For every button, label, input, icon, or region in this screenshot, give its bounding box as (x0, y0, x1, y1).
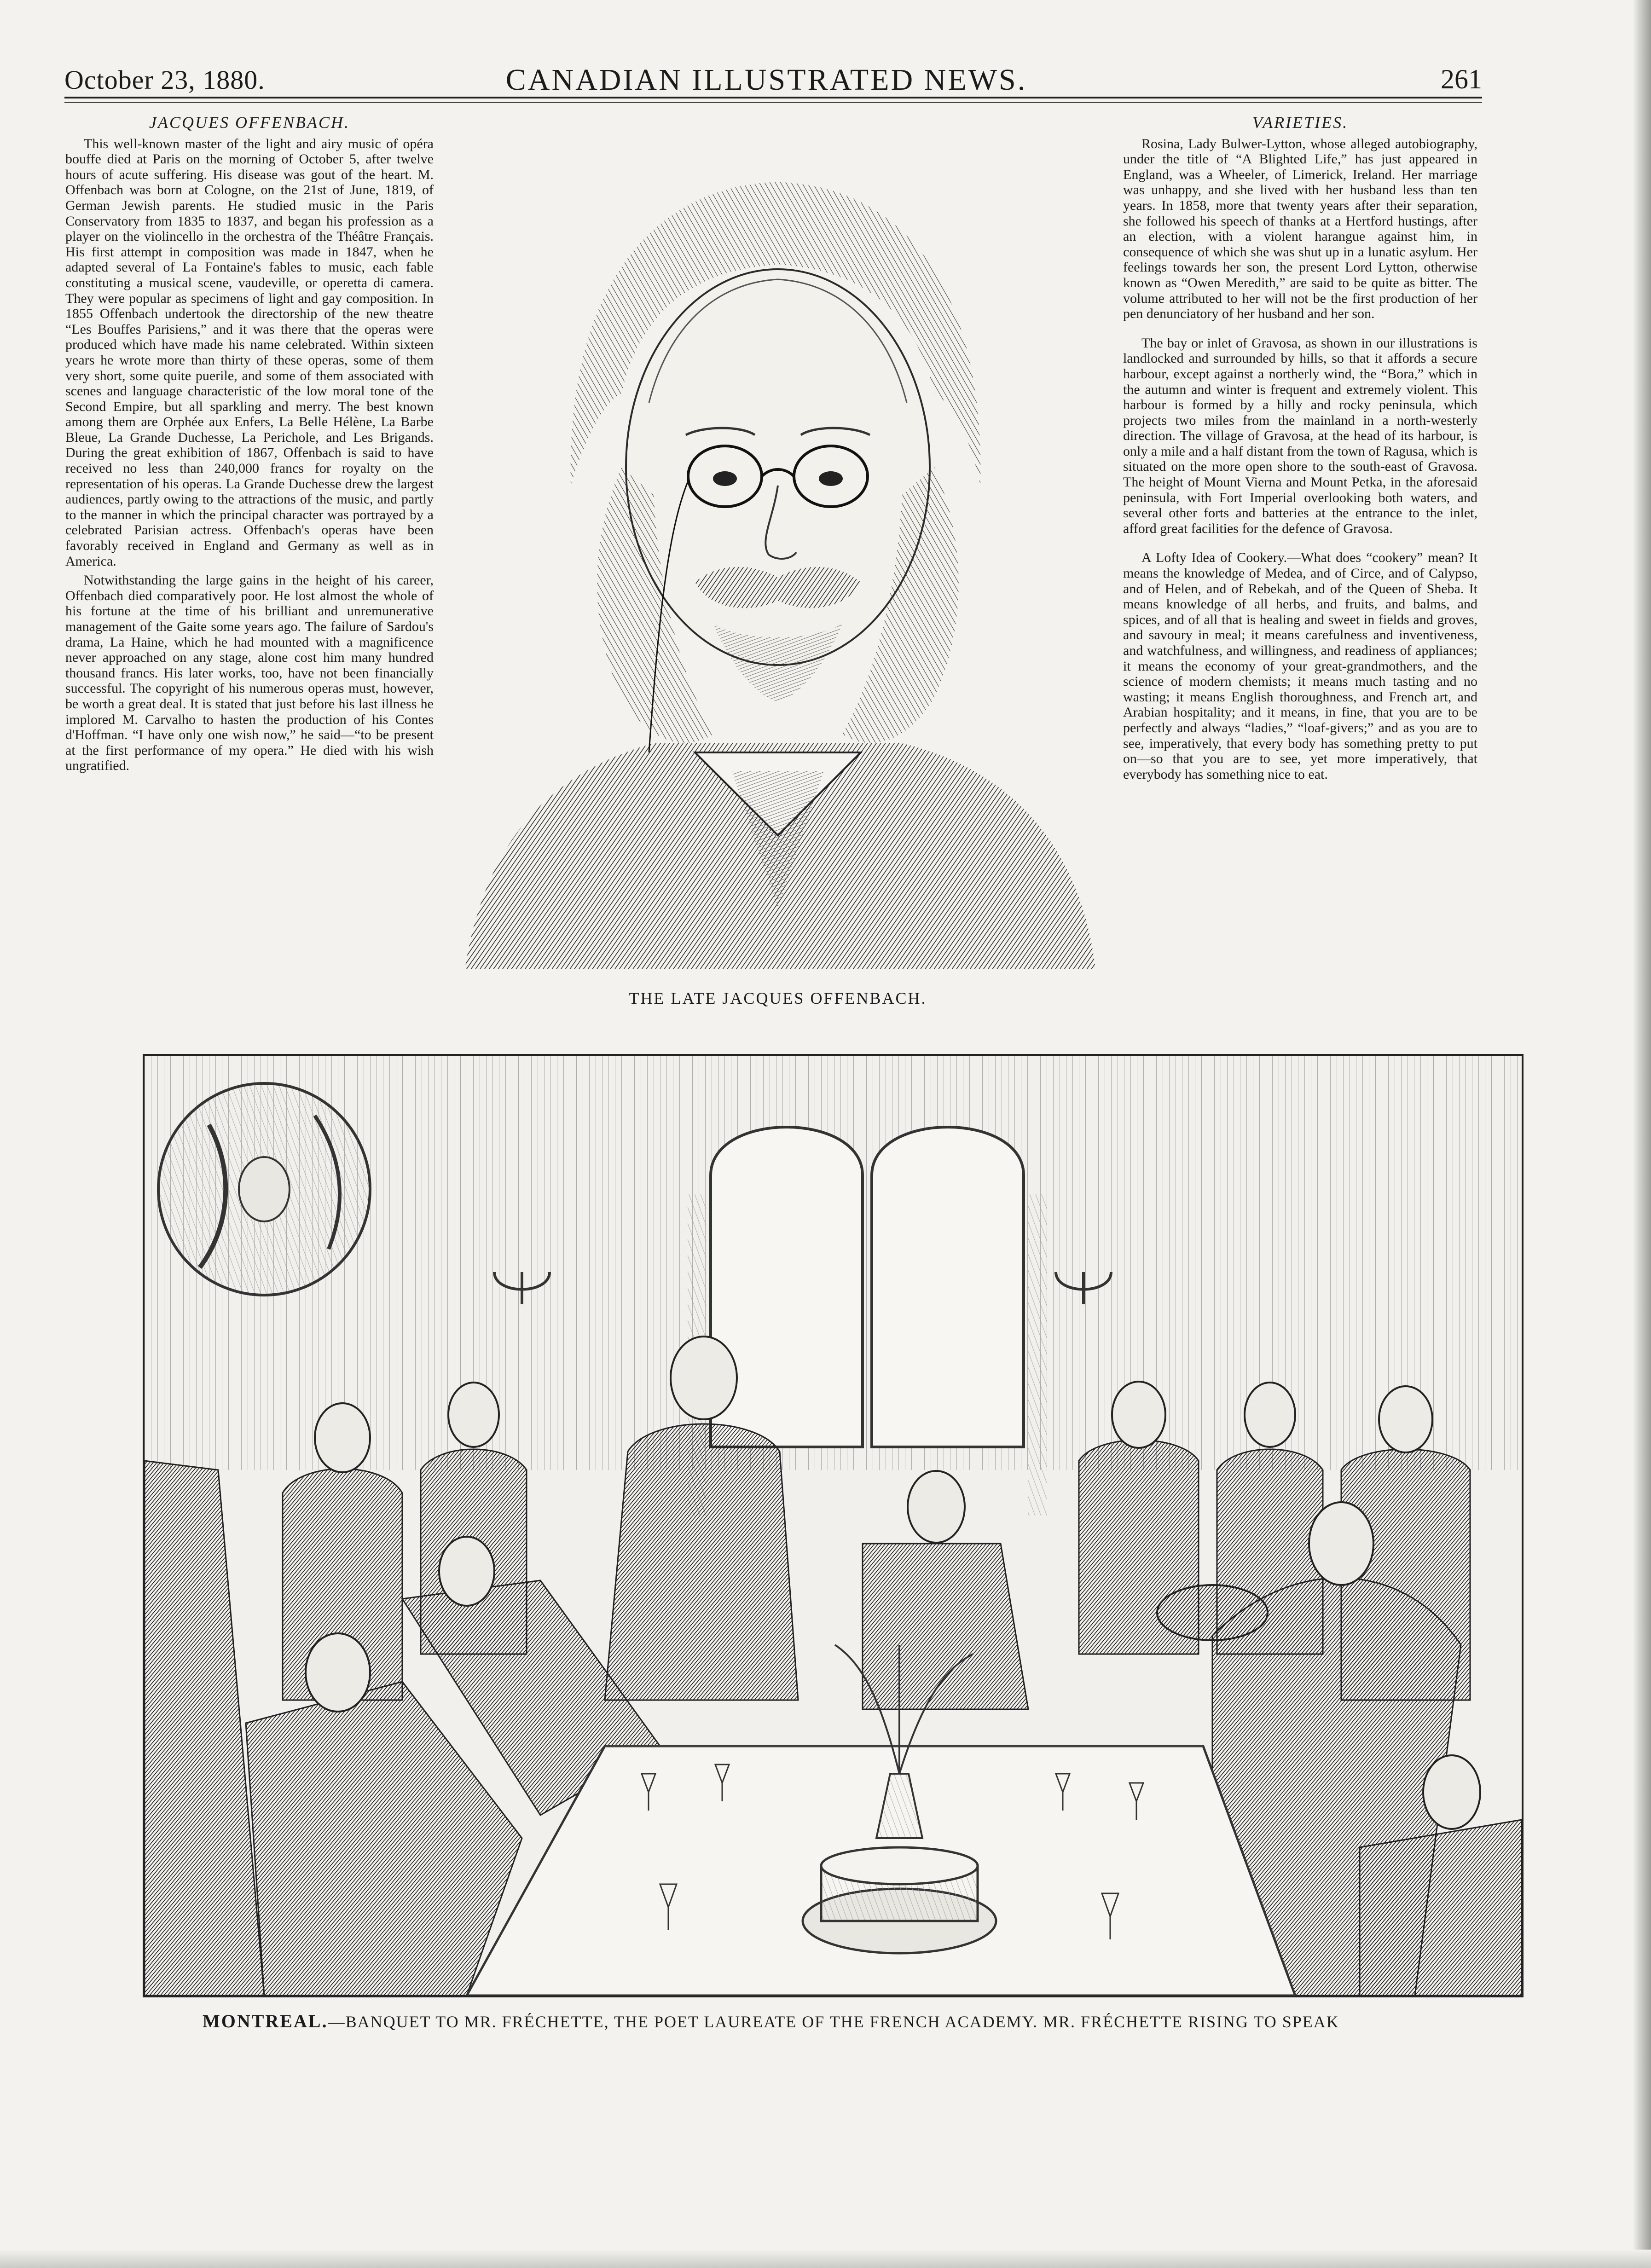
masthead-rule-thin (64, 102, 1482, 103)
varieties-paragraph-2: The bay or inlet of Gravosa, as shown in our illustrations is landlocked and surrounded by hills, so that it affords a secure harbour, except against a northerly wind, the “Bora,” which in the autumn and winter is frequent and extremely violent. This harbour is formed by a hilly and rocky peninsula, which projects two miles from the mainland in a north-westerly direction. The village of Gravosa, at the head of its harbour, is only a mile and a half distant from the town of Ragusa, which is situated on the more open shore to the south-east of Gravosa. The height of Mount Vierna and Mount Petka, in the aforesaid peninsula, with Fort Imperial overlooking both waters, and several other forts and batteries at the entrance to the inlet, afford great facilities for the defence of Gravosa. (1123, 335, 1477, 536)
page-edge-bottom (0, 2250, 1651, 2268)
issue-date: October 23, 1880. (64, 65, 265, 95)
banquet-caption-city: MONTREAL. (203, 2011, 328, 2031)
varieties-column (1123, 115, 1477, 796)
offenbach-portrait (456, 117, 1100, 973)
portrait-engraving (456, 117, 1100, 973)
banquet-caption-text: —BANQUET TO MR. FRÉCHETTE, THE POET LAUREATE OF THE FRENCH ACADEMY. MR. FRÉCHETTE RISING TO SPEAK (328, 2013, 1339, 2031)
offenbach-paragraph-2: Notwithstanding the large gains in the height of his career, Offenbach died comparatively poor. He lost almost the whole of his fortune at the time of his brilliant and unremunerative management of the Gaite some years ago. The failure of Sardou's drama, La Haine, which he had mounted with a magnificence never approached on any stage, alone cost him many hundred thousand francs. His later works, too, have not been financially successful. The copyright of his numerous operas must, however, be worth a great deal. It is stated that just before his last illness he implored M. Carvalho to hasten the production of his Contes d'Hoffman. “I have only one wish now,” he said—“to be present at the first performance of my opera.” He died with his wish ungratified. (65, 573, 434, 774)
banquet-caption (203, 2010, 1445, 2032)
portrait-caption: THE LATE JACQUES OFFENBACH. (629, 989, 927, 1007)
masthead-rule (64, 97, 1482, 98)
varieties-heading: VARIETIES. (1252, 113, 1349, 132)
offenbach-paragraph-1: This well-known master of the light and airy music of opéra bouffe died at Paris on the morning of October 5, after twelve hours of acute suffering. His disease was gout of the heart. M. Offenbach was born at Cologne, on the 21st of June, 1819, of German Jewish parents. He studied music in the Paris Conservatory from 1835 to 1837, and began his profession as a player on the violincello in the orchestra of the Théâtre Français. His first attempt in composition was made in 1847, when he adapted several of La Fontaine's fables to music, each fable constituting a musical scene, vaudeville, or operetta di camera. They were popular as specimens of light and gay composition. In 1855 Offenbach undertook the directorship of the new theatre “Les Bouffes Parisiens,” and it was there that the operas were produced which have made his name celebrated. Within sixteen years he wrote more than thirty of these operas, some of them very short, some quite puerile, and some of them associated with scenes and language characteristic of the low moral tone of the Second Empire, but all sparkling and merry. The best known among them are Orphée aux Enfers, La Belle Hélène, La Barbe Bleue, La Grande Duchesse, La Perichole, and Les Brigands. During the great exhibition of 1867, Offenbach is said to have received no less than 240,000 francs for royalty on the representation of his operas. La Grande Duchesse drew the largest audiences, partly owing to the attractions of the music, and partly to the manner in which the principal character was portrayed by a celebrated Parisian actress. Offenbach's operas have been favorably received in England and Germany as well as in America. (65, 136, 434, 569)
offenbach-article (65, 115, 434, 777)
publication-title: CANADIAN ILLUSTRATED NEWS. (505, 63, 1027, 97)
offenbach-heading: JACQUES OFFENBACH. (149, 113, 350, 132)
banquet-illustration (143, 1054, 1524, 1997)
varieties-paragraph-1: Rosina, Lady Bulwer-Lytton, whose alleged autobiography, under the title of “A Blighted Life,” has just appeared in England, was a Wheeler, of Limerick, Ireland. Her marriage was unhappy, and she lived with her husband less than ten years. In 1858, more that twenty years after their separation, she followed his speech of thanks at a Hertford hustings, after an election, with a violent harangue against him, in consequence of which she was shut up in a lunatic asylum. Her feelings towards her son, the present Lord Lytton, otherwise known as “Owen Meredith,” are said to be quite as bitter. The volume attributed to her will not be the first production of her pen denunciatory of her husband and her son. (1123, 136, 1477, 322)
page-edge-right (1633, 0, 1651, 2268)
banquet-engraving (145, 1056, 1522, 1996)
varieties-paragraph-3: A Lofty Idea of Cookery.—What does “cookery” mean? It means the knowledge of Medea, and of Circe, and of Calypso, and of Helen, and of Rebekah, and of the Queen of Sheba. It means knowledge of all herbs, and fruits, and balms, and spices, and of all that is healing and sweet in fields and groves, and savoury in meal; it means carefulness and inventiveness, and watchfulness, and willingness, and readiness of appliances; it means the economy of your great-grandmothers, and the science of modern chemists; it means much tasting and no wasting; it means English thoroughness, and French art, and Arabian hospitality; and it means, in fine, that you are to be perfectly and always “ladies,” “loaf-givers;” and as you are to see, imperatively, that every body has something pretty to put on—so that you are to see, yet more imperatively, that everybody has something nice to eat. (1123, 550, 1477, 782)
page-number: 261 (1441, 64, 1482, 94)
masthead (64, 60, 1482, 97)
